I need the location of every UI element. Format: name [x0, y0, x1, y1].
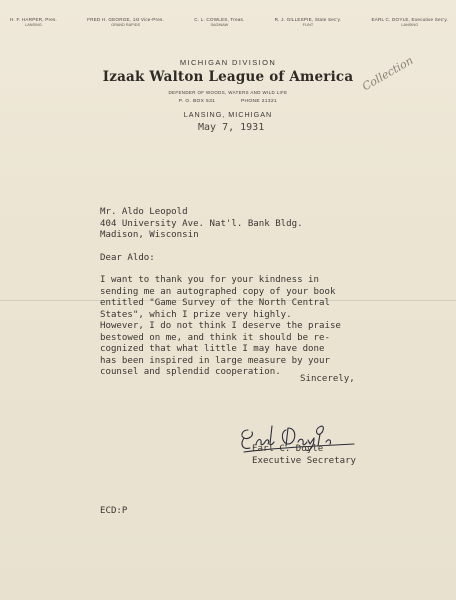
paragraph-line: cognized that what little I may have done — [100, 344, 325, 355]
phone: PHONE 21321 — [240, 99, 278, 104]
body-paragraph — [100, 321, 341, 379]
officer — [371, 17, 448, 27]
officer-name: EARL C. DOYLE, Executive Sec'y. — [371, 17, 448, 22]
officer-name: FRED H. GEORGE, 1st Vice-Pres. — [87, 17, 165, 22]
paragraph-line: States", which I prize very highly. — [100, 309, 292, 320]
officers-header — [10, 17, 448, 27]
officer — [194, 17, 244, 27]
po-box: P. O. BOX 531 — [178, 99, 216, 104]
organization-name: Izaak Walton League of America — [102, 69, 354, 85]
officer — [87, 17, 164, 27]
officer-city: LANSING — [401, 23, 419, 27]
contact-line — [0, 99, 456, 104]
paragraph-line: sending me an autographed copy of your book — [100, 286, 336, 297]
salutation: Dear Aldo: — [100, 253, 155, 263]
officer — [10, 17, 57, 27]
address-line: Mr. Aldo Leopold — [100, 207, 188, 217]
officer-name: C. L. COWLES, Treas. — [194, 17, 245, 22]
paragraph-line: counsel and splendid cooperation. — [100, 367, 281, 378]
signer-name: Earl C. Doyle — [252, 444, 324, 454]
officer-city: SAGINAW — [210, 23, 229, 27]
officer-city: FLINT — [302, 23, 314, 27]
reference-initials: ECD:P — [100, 506, 128, 516]
division-title: MICHIGAN DIVISION — [179, 58, 277, 67]
paragraph-line: bestowed on me, and think it should be re- — [100, 332, 330, 343]
recipient-address — [100, 207, 303, 242]
paragraph-line: However, I do not think I deserve the praise — [100, 321, 341, 331]
officer-name: R. J. GILLESPIE, State Sec'y. — [274, 17, 342, 22]
paragraph-line: entitled "Game Survey of the North Central — [100, 298, 330, 309]
signer-title: Executive Secretary — [252, 456, 357, 466]
letterhead-city: LANSING, MICHIGAN — [183, 110, 273, 119]
letter-date: May 7, 1931 — [198, 122, 265, 133]
closing: Sincerely, — [300, 374, 355, 384]
paragraph-line: has been inspired in large measure by your — [100, 355, 330, 366]
address-line: Madison, Wisconsin — [100, 230, 199, 241]
paragraph-line: I want to thank you for your kindness in — [100, 275, 319, 285]
handwritten-annotation: Collection — [360, 53, 416, 94]
officer-city: GRAND RAPIDS — [111, 23, 141, 27]
body-paragraph — [100, 275, 335, 321]
address-line: 404 University Ave. Nat'l. Bank Bldg. — [100, 218, 303, 229]
signer-block — [252, 443, 356, 467]
organization-tagline: DEFENDER OF WOODS, WATERS AND WILD LIFE — [168, 90, 288, 95]
officer-name: H. F. HARPER, Pres. — [10, 17, 57, 22]
officer — [275, 17, 342, 27]
officer-city: LANSING — [25, 23, 42, 27]
